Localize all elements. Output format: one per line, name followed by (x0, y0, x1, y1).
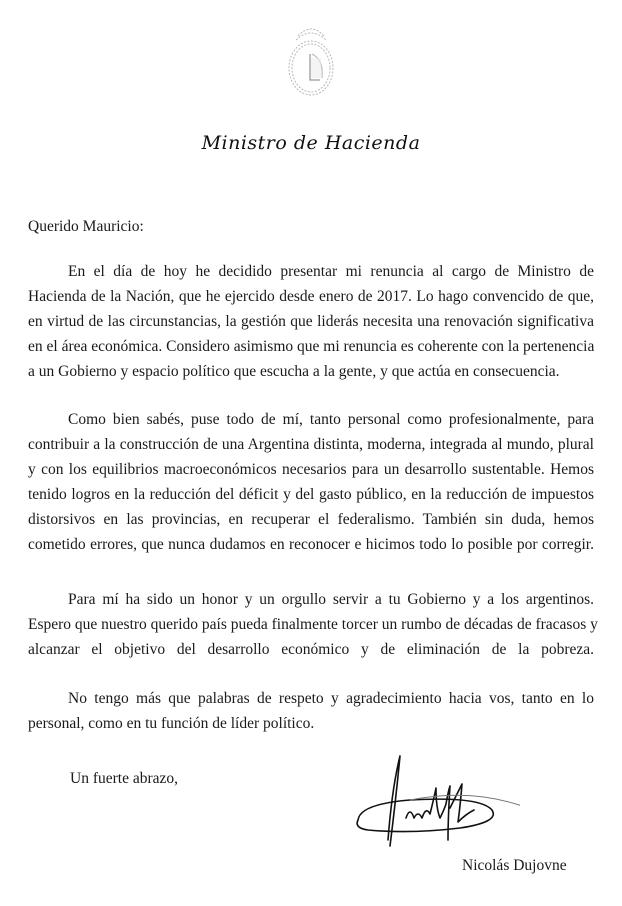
text-line: a un Gobierno y espacio político que escucha a la gente, y que actúa en consecuencia. (28, 363, 560, 380)
text-line: en el área económica. Considero asimismo que mi renuncia es coherente con la pertenencia (28, 338, 595, 355)
text-line: Para mí ha sido un honor y un orgullo servir a tu Gobierno y a los argentinos. (68, 591, 594, 608)
text-line: y con los equilibrios macroeconómicos necesarios para un desarrollo sustentable. Hemos (28, 461, 594, 478)
text-line: contribuir a la construcción de una Argentina distinta, moderna, integrada al mundo, plural (28, 436, 594, 453)
text-line: Hacienda de la Nación, que he ejercido desde enero de 2017. Lo hago convencido de que, (28, 288, 594, 305)
paragraph-2 (28, 407, 594, 557)
text-line: Espero que nuestro querido país pueda finalmente torcer un rumbo de décadas de fracasos y (28, 616, 598, 633)
text-line: En el día de hoy he decidido presentar mi renuncia al cargo de Ministro de (68, 263, 594, 280)
text-line: alcanzar el objetivo del desarrollo económico y de eliminación de la pobreza. (28, 641, 594, 658)
signature-icon (350, 748, 520, 858)
paragraph-3 (28, 587, 598, 662)
text-line: en virtud de las circunstancias, la gestión que liderás necesita una renovación significativa (28, 313, 594, 330)
text-line: No tengo más que palabras de respeto y agradecimiento hacia vos, tanto en lo (68, 690, 594, 707)
coat-of-arms-icon (276, 18, 346, 98)
salutation: Querido Mauricio: (28, 218, 144, 235)
text-line: tenido logros en la reducción del déficit y del gasto público, en la reducción de impuestos (28, 486, 594, 503)
letterhead-title: Ministro de Hacienda (201, 132, 421, 154)
text-line: distorsivos en las provincias, en recuperar el federalismo. También sin duda, hemos (28, 511, 594, 528)
paragraph-1 (28, 259, 594, 384)
signer-name: Nicolás Dujovne (462, 857, 567, 874)
text-line: cometido errores, que nunca dudamos en reconocer e hicimos todo lo posible por corregir. (28, 536, 594, 553)
paragraph-4 (28, 686, 594, 736)
text-line: Como bien sabés, puse todo de mí, tanto personal como profesionalmente, para (68, 411, 594, 428)
text-line: personal, como en tu función de líder político. (28, 715, 315, 732)
closing: Un fuerte abrazo, (70, 770, 179, 787)
